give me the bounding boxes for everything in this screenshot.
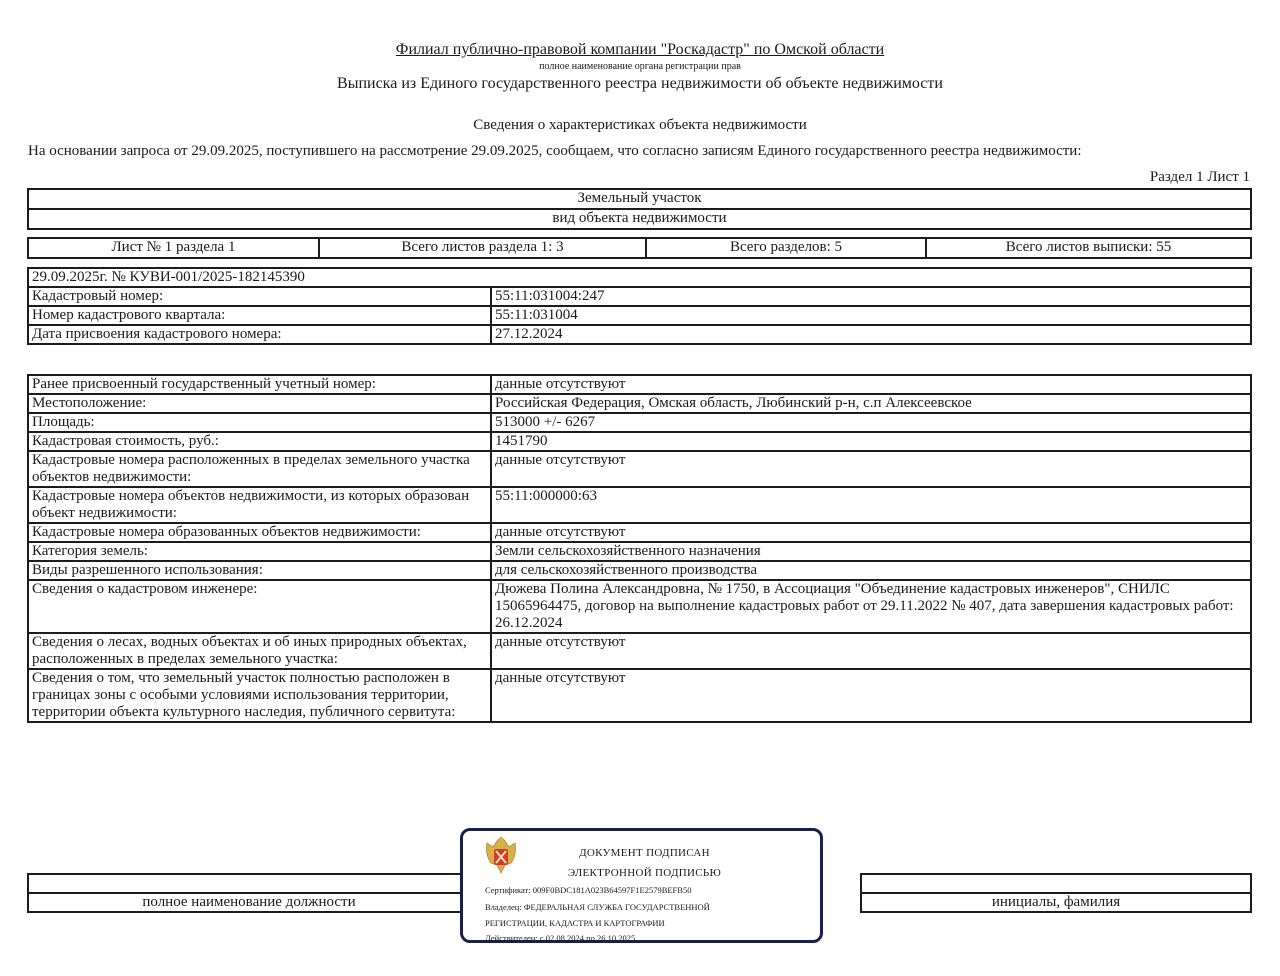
sheet-number: Лист № 1 раздела 1 xyxy=(28,238,319,258)
table-row xyxy=(28,669,1251,722)
table-row xyxy=(28,487,1251,523)
position-field xyxy=(28,874,470,893)
section-sheets-total: Всего листов раздела 1: 3 xyxy=(319,238,646,258)
row-value: 27.12.2024 xyxy=(491,325,1251,344)
position-caption: полное наименование должности xyxy=(28,893,470,912)
request-statement: На основании запроса от 29.09.2025, поступившего на рассмотрение 29.09.2025, сообщаем, что согласно записям Единого государственного реестра недвижимости: xyxy=(28,143,1082,159)
row-value: данные отсутствуют xyxy=(491,375,1251,394)
row-label: Кадастровые номера расположенных в пределах земельного участка объектов недвижимости: xyxy=(28,451,491,487)
row-value: данные отсутствуют xyxy=(491,633,1251,669)
table-row xyxy=(28,561,1251,580)
stamp-certificate: Сертификат: 009F0BDC181A023B64597F1E2579BEFB50 xyxy=(485,885,692,895)
organization-name: Филиал публично-правовой компании "Роскадастр" по Омской области xyxy=(395,41,885,58)
row-label: Сведения о том, что земельный участок полностью расположен в границах зоны с особыми условиями использования территории, территории объекта культурного наследия, публичного сервитута: xyxy=(28,669,491,722)
row-value: 1451790 xyxy=(491,432,1251,451)
table-row xyxy=(28,523,1251,542)
table-row xyxy=(28,413,1251,432)
row-value: 55:11:000000:63 xyxy=(491,487,1251,523)
table-row xyxy=(28,432,1251,451)
request-number: 29.09.2025г. № КУВИ-001/2025-182145390 xyxy=(28,268,1251,287)
row-label: Виды разрешенного использования: xyxy=(28,561,491,580)
row-label: Номер кадастрового квартала: xyxy=(28,306,491,325)
row-label: Категория земель: xyxy=(28,542,491,561)
row-value: данные отсутствуют xyxy=(491,523,1251,542)
table-row xyxy=(28,542,1251,561)
row-label: Сведения о кадастровом инженере: xyxy=(28,580,491,633)
row-label: Ранее присвоенный государственный учетный номер: xyxy=(28,375,491,394)
object-type-caption: вид объекта недвижимости xyxy=(28,209,1251,229)
table-row xyxy=(28,287,1251,306)
row-value: 513000 +/- 6267 xyxy=(491,413,1251,432)
extract-sheets-total: Всего листов выписки: 55 xyxy=(926,238,1251,258)
stamp-owner-line1: Владелец: ФЕДЕРАЛЬНАЯ СЛУЖБА ГОСУДАРСТВЕННОЙ xyxy=(485,902,710,912)
row-value: Дюжева Полина Александровна, № 1750, в Ассоциация "Объединение кадастровых инженеров", СНИЛС 15065964475, договор на выполнение кадастровых работ от 29.11.2022 № 407, дата завершения кадастровых работ: 26.12.2024 xyxy=(491,580,1251,633)
row-value: 55:11:031004:247 xyxy=(491,287,1251,306)
characteristics-table xyxy=(27,374,1252,723)
row-label: Кадастровые номера объектов недвижимости, из которых образован объект недвижимости: xyxy=(28,487,491,523)
organization-caption: полное наименование органа регистрации прав xyxy=(539,61,741,72)
table-row xyxy=(28,633,1251,669)
row-value: данные отсутствуют xyxy=(491,669,1251,722)
page-reference: Раздел 1 Лист 1 xyxy=(1149,169,1250,185)
object-type-table xyxy=(27,188,1252,230)
row-label: Сведения о лесах, водных объектах и об иных природных объектах, расположенных в пределах земельного участка: xyxy=(28,633,491,669)
row-value: Российская Федерация, Омская область, Любинский р-н, с.п Алексеевское xyxy=(491,394,1251,413)
cadastral-info-table xyxy=(27,267,1252,345)
row-label: Местоположение: xyxy=(28,394,491,413)
sections-total: Всего разделов: 5 xyxy=(646,238,926,258)
section-heading: Сведения о характеристиках объекта недвижимости xyxy=(473,117,807,133)
stamp-title-line2: ЭЛЕКТРОННОЙ ПОДПИСЬЮ xyxy=(567,867,722,879)
row-label: Дата присвоения кадастрового номера: xyxy=(28,325,491,344)
object-type-value: Земельный участок xyxy=(28,189,1251,209)
table-row xyxy=(28,580,1251,633)
table-row xyxy=(28,306,1251,325)
row-label: Площадь: xyxy=(28,413,491,432)
table-row xyxy=(28,375,1251,394)
row-label: Кадастровая стоимость, руб.: xyxy=(28,432,491,451)
table-row xyxy=(28,325,1251,344)
row-label: Кадастровый номер: xyxy=(28,287,491,306)
stamp-title-line1: ДОКУМЕНТ ПОДПИСАН xyxy=(579,847,710,859)
row-value: для сельскохозяйственного производства xyxy=(491,561,1251,580)
row-label: Кадастровые номера образованных объектов недвижимости: xyxy=(28,523,491,542)
row-value: данные отсутствуют xyxy=(491,451,1251,487)
name-field xyxy=(861,874,1251,893)
table-row xyxy=(28,451,1251,487)
row-value: 55:11:031004 xyxy=(491,306,1251,325)
table-row xyxy=(28,394,1251,413)
sheets-info-table xyxy=(27,237,1252,259)
name-caption: инициалы, фамилия xyxy=(861,893,1251,912)
row-value: Земли сельскохозяйственного назначения xyxy=(491,542,1251,561)
stamp-validity: Действителен: с 02.08.2024 по 26.10.2025 xyxy=(485,933,636,943)
document-title: Выписка из Единого государственного реестра недвижимости об объекте недвижимости xyxy=(337,75,943,92)
electronic-signature-stamp xyxy=(460,828,823,943)
stamp-owner-line2: РЕГИСТРАЦИИ, КАДАСТРА И КАРТОГРАФИИ xyxy=(485,918,665,928)
